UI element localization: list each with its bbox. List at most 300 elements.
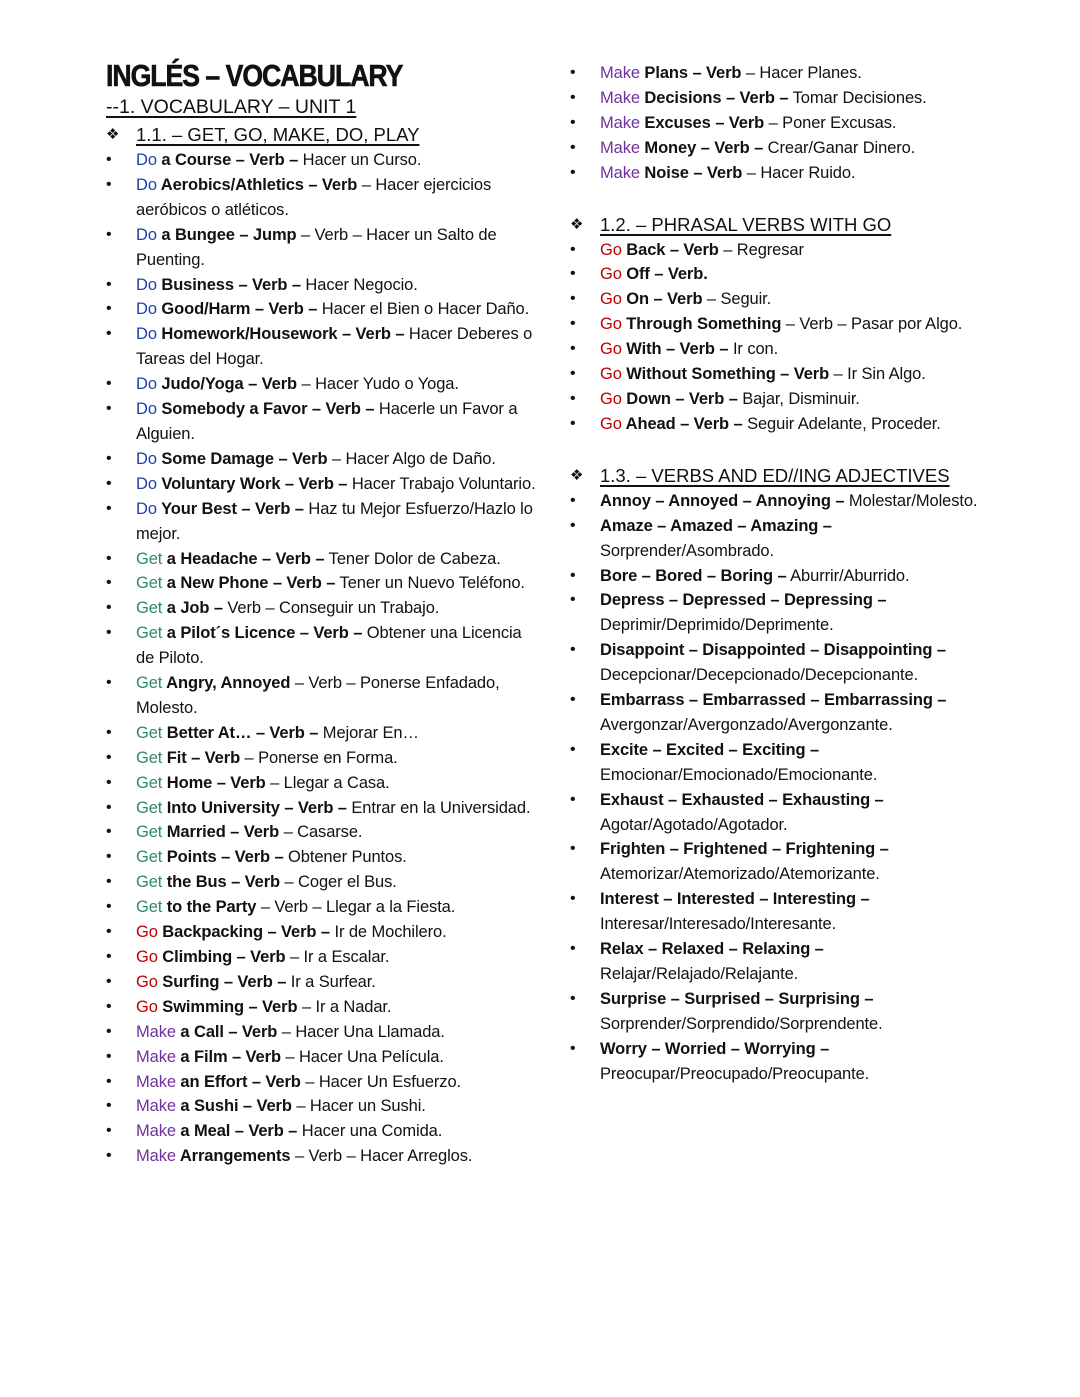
bullet-icon: •: [570, 64, 576, 81]
spanish-translation: Obtener Puntos.: [283, 848, 407, 867]
english-phrase: Surprise – Surprised – Surprising –: [600, 989, 874, 1008]
vocab-item: [570, 588, 1010, 638]
section-title: 1.2. – PHRASAL VERBS WITH GO: [600, 213, 892, 235]
vocab-item: [106, 571, 536, 596]
spanish-translation: – Hacer Una Película.: [280, 1047, 444, 1066]
verb-keyword: Do: [136, 300, 157, 319]
vocab-item: [106, 1070, 536, 1095]
vocab-item: [570, 837, 1010, 887]
spanish-translation: – Hacer Una Llamada.: [277, 1022, 445, 1041]
bullet-icon: •: [106, 1072, 112, 1090]
verb-keyword: Get: [136, 624, 163, 643]
vocab-item: [106, 920, 536, 945]
vocab-item: [106, 820, 536, 845]
vocab-item: [570, 887, 1010, 937]
english-phrase: Frighten – Frightened – Frightening –: [600, 840, 889, 859]
vocab-list-1-1-part-a: [106, 148, 536, 1169]
english-phrase: Excuses – Verb: [639, 113, 765, 132]
vocab-item: [106, 447, 536, 472]
vocab-list-1-2: [570, 238, 1010, 437]
english-phrase: Exhaust – Exhausted – Exhausting –: [600, 790, 884, 809]
vocab-item: [570, 788, 1010, 838]
section-heading-1-3: [570, 462, 1010, 489]
vocab-item: [570, 61, 1010, 86]
english-phrase: Judo/Yoga – Verb: [156, 375, 298, 394]
vocab-item: [570, 161, 1010, 186]
english-phrase: Married – Verb: [162, 823, 280, 842]
verb-keyword: Go: [136, 948, 158, 966]
right-column: [570, 61, 1010, 1087]
verb-keyword: Do: [136, 225, 157, 244]
verb-keyword: Get: [136, 773, 163, 792]
verb-keyword: Make: [136, 1022, 176, 1041]
spanish-translation: – Hacer Planes.: [741, 64, 862, 82]
spanish-translation: Sorprender/Sorprendido/Sorprendente.: [600, 1014, 883, 1033]
verb-keyword: Make: [600, 64, 640, 82]
verb-keyword: Do: [136, 400, 157, 419]
vocab-item: [570, 136, 1010, 161]
bullet-icon: •: [570, 641, 576, 659]
vocab-item: [106, 970, 536, 995]
verb-keyword: Make: [600, 88, 640, 107]
english-phrase: Amaze – Amazed – Amazing –: [600, 516, 832, 535]
verb-keyword: Get: [136, 823, 163, 842]
english-phrase: a Bungee – Jump: [156, 225, 297, 244]
english-phrase: Back – Verb: [621, 240, 719, 259]
vocab-item: [570, 937, 1010, 987]
bullet-icon: •: [570, 365, 576, 383]
verb-keyword: Get: [136, 674, 163, 693]
verb-keyword: Get: [136, 549, 163, 568]
spanish-translation: Entrar en la Universidad.: [346, 798, 531, 817]
vocab-item: [106, 372, 536, 397]
spanish-translation: – Hacer Ruido.: [742, 163, 856, 182]
verb-keyword: Make: [136, 1122, 176, 1141]
spanish-translation: Sorprender/Asombrado.: [600, 541, 774, 560]
spanish-translation: – Verb – Ponerse Enfadado, Molesto.: [136, 674, 500, 717]
bullet-icon: •: [570, 163, 576, 181]
bullet-icon: •: [106, 549, 112, 567]
bullet-icon: •: [106, 972, 112, 990]
verb-keyword: Go: [136, 923, 158, 942]
english-phrase: On – Verb: [621, 290, 703, 309]
english-phrase: Arrangements: [175, 1147, 291, 1166]
spanish-translation: Hacer Deberes o Tareas del Hogar.: [136, 325, 533, 369]
spanish-translation: Hacerle un Favor a Alguien.: [136, 400, 518, 443]
verb-keyword: Get: [136, 848, 163, 867]
vocab-item: [106, 547, 536, 572]
verb-keyword: Make: [600, 113, 640, 132]
bullet-icon: •: [106, 1047, 112, 1065]
bullet-icon: •: [570, 315, 576, 333]
bullet-icon: •: [106, 674, 112, 692]
vocab-item: [106, 223, 536, 273]
spanish-translation: Crear/Ganar Dinero.: [763, 138, 916, 157]
bullet-icon: •: [106, 798, 112, 816]
english-phrase: Without Something – Verb: [621, 365, 830, 384]
vocab-item: [106, 148, 536, 173]
vocab-item: [106, 1094, 536, 1119]
verb-keyword: Get: [136, 898, 163, 917]
vocab-item: [106, 1119, 536, 1144]
spanish-translation: – Llegar a Casa.: [265, 773, 390, 792]
english-phrase: Annoy – Annoyed – Annoying –: [600, 491, 845, 510]
verb-keyword: Get: [136, 723, 163, 742]
spanish-translation: Preocupar/Preocupado/Preocupante.: [600, 1064, 870, 1083]
english-phrase: Surfing – Verb –: [157, 972, 287, 991]
english-phrase: Climbing – Verb: [157, 948, 286, 966]
vocab-item: [570, 262, 1010, 287]
vocab-item: [570, 238, 1010, 263]
bullet-icon: •: [106, 151, 112, 168]
spanish-translation: Bajar, Disminuir.: [737, 389, 860, 408]
spacer: [570, 437, 1010, 462]
vocab-item: [106, 895, 536, 920]
vocab-item: [106, 1020, 536, 1045]
spanish-translation: Haz tu Mejor Esfuerzo/Hazlo lo mejor.: [136, 499, 533, 543]
bullet-icon: •: [570, 516, 576, 534]
english-phrase: Excite – Excited – Exciting –: [600, 740, 820, 759]
bullet-icon: •: [106, 300, 112, 318]
vocab-item: [570, 688, 1010, 738]
vocab-item: [570, 514, 1010, 564]
verb-keyword: Do: [136, 151, 157, 169]
verb-keyword: Do: [136, 499, 157, 518]
bullet-icon: •: [570, 290, 576, 308]
vocab-item: [106, 297, 536, 322]
spanish-translation: Ir a Surfear.: [286, 972, 376, 991]
bullet-icon: •: [106, 574, 112, 592]
spanish-translation: Ir con.: [728, 340, 779, 359]
vocab-item: [106, 596, 536, 621]
spanish-translation: Atemorizar/Atemorizado/Atemorizante.: [600, 865, 880, 884]
bullet-icon: •: [570, 591, 576, 609]
verb-keyword: Go: [136, 997, 158, 1016]
english-phrase: an Effort – Verb: [175, 1072, 301, 1091]
verb-keyword: Make: [136, 1147, 176, 1166]
spanish-translation: – Ir Sin Algo.: [829, 365, 926, 384]
vocab-item: [106, 173, 536, 223]
spanish-translation: Avergonzar/Avergonzado/Avergonzante.: [600, 715, 893, 734]
bullet-icon: •: [106, 225, 112, 243]
spanish-translation: – Casarse.: [279, 823, 363, 842]
english-phrase: a Headache – Verb –: [162, 549, 325, 568]
english-phrase: Embarrass – Embarrassed – Embarrassing –: [600, 691, 947, 710]
english-phrase: Your Best – Verb –: [156, 499, 304, 518]
vocab-item: [570, 387, 1010, 412]
spanish-translation: Relajar/Relajado/Relajante.: [600, 965, 799, 983]
english-phrase: Better At… – Verb –: [162, 723, 319, 742]
verb-keyword: Go: [600, 389, 622, 408]
bullet-icon: •: [106, 898, 112, 916]
english-phrase: Bore – Bored – Boring –: [600, 566, 787, 585]
english-phrase: a Call – Verb: [175, 1022, 278, 1041]
spanish-translation: Mejorar En…: [318, 723, 419, 742]
vocab-item: [570, 987, 1010, 1037]
bullet-icon: •: [106, 624, 112, 642]
spanish-translation: Ir de Mochilero.: [329, 923, 447, 942]
bullet-icon: •: [106, 175, 112, 193]
english-phrase: Fit – Verb: [162, 748, 241, 767]
verb-keyword: Do: [136, 275, 157, 294]
vocab-item: [106, 796, 536, 821]
spanish-translation: – Coger el Bus.: [280, 873, 397, 892]
spanish-translation: – Hacer Yudo o Yoga.: [297, 375, 459, 394]
english-phrase: Home – Verb: [162, 773, 266, 792]
bullet-icon: •: [570, 138, 576, 156]
vocab-item: [570, 362, 1010, 387]
spanish-translation: Decepcionar/Decepcionado/Decepcionante.: [600, 666, 919, 685]
english-phrase: Relax – Relaxed – Relaxing –: [600, 940, 824, 959]
english-phrase: Business – Verb –: [156, 275, 301, 294]
english-phrase: Disappoint – Disappointed – Disappointing –: [600, 641, 946, 660]
vocab-item: [570, 86, 1010, 111]
verb-keyword: Make: [136, 1097, 176, 1116]
spanish-translation: – Ponerse en Forma.: [240, 748, 398, 767]
spanish-translation: – Ir a Escalar.: [285, 948, 390, 966]
bullet-icon: •: [106, 325, 112, 343]
bullet-icon: •: [570, 790, 576, 808]
bullet-icon: •: [570, 989, 576, 1007]
vocab-item: [570, 111, 1010, 136]
spanish-translation: Hacer un Curso.: [298, 151, 422, 169]
vocab-item: [570, 738, 1010, 788]
left-column: [106, 58, 536, 1169]
bullet-icon: •: [106, 1097, 112, 1115]
verb-keyword: Make: [600, 163, 640, 182]
spanish-translation: – Hacer ejercicios aeróbicos o atléticos.: [136, 175, 492, 219]
verb-keyword: Go: [600, 414, 622, 433]
vocab-item: [106, 472, 536, 497]
english-phrase: Interest – Interested – Interesting –: [600, 890, 870, 909]
english-phrase: the Bus – Verb: [162, 873, 281, 892]
vocab-item: [570, 287, 1010, 312]
bullet-icon: •: [106, 948, 112, 965]
bullet-icon: •: [106, 599, 112, 617]
verb-keyword: Get: [136, 599, 163, 618]
vocab-item: [106, 1045, 536, 1070]
spanish-translation: Agotar/Agotado/Agotador.: [600, 815, 788, 834]
vocab-item: [106, 621, 536, 671]
vocab-item: [106, 322, 536, 372]
verb-keyword: Go: [600, 340, 622, 359]
english-phrase: Angry, Annoyed: [162, 674, 291, 693]
spanish-translation: Aburrir/Aburrido.: [786, 566, 910, 585]
spanish-translation: Deprimir/Deprimido/Deprimente.: [600, 616, 834, 635]
bullet-icon: •: [106, 923, 112, 941]
spanish-translation: Hacer una Comida.: [297, 1122, 443, 1141]
bullet-icon: •: [570, 240, 576, 258]
verb-keyword: Do: [136, 474, 157, 493]
verb-keyword: Get: [136, 574, 163, 593]
vocab-item: [570, 337, 1010, 362]
verb-keyword: Get: [136, 798, 163, 817]
vocab-item: [106, 671, 536, 721]
bullet-icon: •: [570, 113, 576, 131]
vocab-item: [106, 945, 536, 970]
bullet-icon: •: [106, 823, 112, 841]
english-phrase: Aerobics/Athletics – Verb: [156, 175, 358, 194]
english-phrase: a Course – Verb –: [156, 151, 299, 169]
english-phrase: Depress – Depressed – Depressing –: [600, 591, 887, 610]
english-phrase: Decisions – Verb –: [639, 88, 789, 107]
english-phrase: Homework/Housework – Verb –: [156, 325, 405, 344]
four-diamond-bullet-icon: ❖: [106, 126, 120, 143]
section-heading-1-1: [106, 121, 536, 148]
bullet-icon: •: [570, 890, 576, 908]
english-phrase: a Job –: [162, 599, 223, 618]
verb-keyword: Do: [136, 375, 157, 394]
verb-keyword: Go: [600, 240, 622, 259]
vocab-item: [106, 397, 536, 447]
bullet-icon: •: [106, 499, 112, 517]
english-phrase: Through Something: [621, 315, 782, 334]
vocab-item: [570, 412, 1010, 437]
vocab-item: [106, 845, 536, 870]
bullet-icon: •: [570, 566, 576, 584]
vocab-list-1-1-part-b: [570, 61, 1010, 186]
english-phrase: Plans – Verb: [639, 64, 742, 82]
spanish-translation: – Hacer Algo de Daño.: [327, 449, 496, 468]
spanish-translation: Tener un Nuevo Teléfono.: [335, 574, 525, 593]
vocab-item: [106, 721, 536, 746]
verb-keyword: Go: [136, 972, 158, 991]
bullet-icon: •: [570, 265, 576, 283]
english-phrase: Somebody a Favor – Verb –: [156, 400, 375, 419]
english-phrase: With – Verb –: [621, 340, 729, 359]
vocab-item: [106, 497, 536, 547]
english-phrase: Good/Harm – Verb –: [156, 300, 318, 319]
bullet-icon: •: [106, 873, 112, 891]
spanish-translation: – Verb – Llegar a la Fiesta.: [256, 898, 456, 917]
bullet-icon: •: [570, 691, 576, 709]
english-phrase: Backpacking – Verb –: [157, 923, 330, 942]
vocab-item: [106, 995, 536, 1020]
vocab-item: [106, 1144, 536, 1169]
english-phrase: a Pilot´s Licence – Verb –: [162, 624, 363, 643]
spanish-translation: – Poner Excusas.: [764, 113, 897, 132]
verb-keyword: Go: [600, 365, 622, 384]
vocab-list-1-3: [570, 489, 1010, 1087]
english-phrase: Voluntary Work – Verb –: [156, 474, 348, 493]
vocab-item: [106, 771, 536, 796]
english-phrase: Ahead – Verb –: [621, 414, 743, 433]
spanish-translation: – Verb – Hacer un Salto de Puenting.: [136, 225, 497, 269]
vocab-item: [106, 870, 536, 895]
english-phrase: Points – Verb –: [162, 848, 284, 867]
bullet-icon: •: [570, 1039, 576, 1057]
bullet-icon: •: [106, 748, 112, 766]
english-phrase: Noise – Verb: [639, 163, 743, 182]
bullet-icon: •: [106, 997, 112, 1015]
bullet-icon: •: [570, 740, 576, 758]
bullet-icon: •: [106, 773, 112, 791]
bullet-icon: •: [106, 1147, 112, 1165]
verb-keyword: Go: [600, 265, 622, 284]
english-phrase: a Film – Verb: [175, 1047, 281, 1066]
verb-keyword: Go: [600, 315, 622, 334]
bullet-icon: •: [106, 723, 112, 741]
verb-keyword: Make: [136, 1047, 176, 1066]
english-phrase: Swimming – Verb: [157, 997, 298, 1016]
spanish-translation: – Hacer Un Esfuerzo.: [300, 1072, 462, 1091]
verb-keyword: Get: [136, 748, 163, 767]
four-diamond-bullet-icon: ❖: [570, 215, 584, 233]
bullet-icon: •: [570, 414, 576, 432]
verb-keyword: Make: [136, 1072, 176, 1091]
bullet-icon: •: [106, 474, 112, 492]
bullet-icon: •: [106, 400, 112, 418]
verb-keyword: Do: [136, 449, 157, 468]
spanish-translation: – Verb – Hacer Arreglos.: [290, 1147, 473, 1166]
spanish-translation: Interesar/Interesado/Interesante.: [600, 915, 837, 934]
spanish-translation: – Seguir.: [702, 290, 772, 309]
spanish-translation: – Ir a Nadar.: [297, 997, 392, 1016]
bullet-icon: •: [570, 340, 576, 358]
verb-keyword: Do: [136, 325, 157, 344]
spanish-translation: Tomar Decisiones.: [788, 88, 927, 107]
verb-keyword: Get: [136, 873, 163, 892]
bullet-icon: •: [570, 491, 576, 509]
bullet-icon: •: [106, 1122, 112, 1140]
document-title: INGLÉS – VOCABULARY: [106, 58, 403, 93]
english-phrase: Worry – Worried – Worrying –: [600, 1039, 830, 1058]
bullet-icon: •: [106, 275, 112, 293]
vocab-item: [106, 746, 536, 771]
spanish-translation: Verb – Conseguir un Trabajo.: [222, 599, 440, 618]
english-phrase: a Meal – Verb –: [175, 1122, 298, 1141]
spanish-translation: Emocionar/Emocionado/Emocionante.: [600, 765, 878, 784]
vocab-item: [570, 312, 1010, 337]
vocab-item: [570, 1037, 1010, 1087]
spanish-translation: Hacer Negocio.: [300, 275, 418, 294]
verb-keyword: Make: [600, 138, 640, 157]
spanish-translation: – Hacer un Sushi.: [291, 1097, 426, 1116]
vocab-item: [570, 638, 1010, 688]
vocab-item: [106, 273, 536, 298]
spanish-translation: Obtener una Licencia de Piloto.: [136, 624, 522, 668]
bullet-icon: •: [570, 840, 576, 858]
bullet-icon: •: [570, 389, 576, 407]
spacer: [570, 186, 1010, 211]
spanish-translation: Seguir Adelante, Proceder.: [742, 414, 941, 433]
english-phrase: Money – Verb –: [639, 138, 764, 157]
verb-keyword: Do: [136, 175, 157, 194]
english-phrase: Off – Verb.: [621, 265, 708, 284]
unit-heading: --1. VOCABULARY – UNIT 1: [106, 96, 357, 118]
section-title: 1.3. – VERBS AND ED//ING ADJECTIVES: [600, 464, 950, 486]
spanish-translation: Hacer el Bien o Hacer Daño.: [317, 300, 530, 319]
bullet-icon: •: [106, 848, 112, 866]
section-heading-1-2: [570, 211, 1010, 238]
english-phrase: Down – Verb –: [621, 389, 738, 408]
four-diamond-bullet-icon: ❖: [570, 466, 584, 484]
english-phrase: Some Damage – Verb: [156, 449, 328, 468]
bullet-icon: •: [106, 449, 112, 467]
section-title: 1.1. – GET, GO, MAKE, DO, PLAY: [136, 124, 420, 145]
verb-keyword: Go: [600, 290, 622, 309]
english-phrase: a Sushi – Verb: [175, 1097, 292, 1116]
english-phrase: to the Party: [162, 898, 257, 917]
vocab-item: [570, 489, 1010, 514]
spanish-translation: Tener Dolor de Cabeza.: [324, 549, 501, 568]
bullet-icon: •: [106, 375, 112, 393]
spanish-translation: Hacer Trabajo Voluntario.: [347, 474, 536, 493]
bullet-icon: •: [106, 1022, 112, 1040]
spanish-translation: Molestar/Molesto.: [844, 491, 978, 510]
bullet-icon: •: [570, 88, 576, 106]
english-phrase: a New Phone – Verb –: [162, 574, 336, 593]
